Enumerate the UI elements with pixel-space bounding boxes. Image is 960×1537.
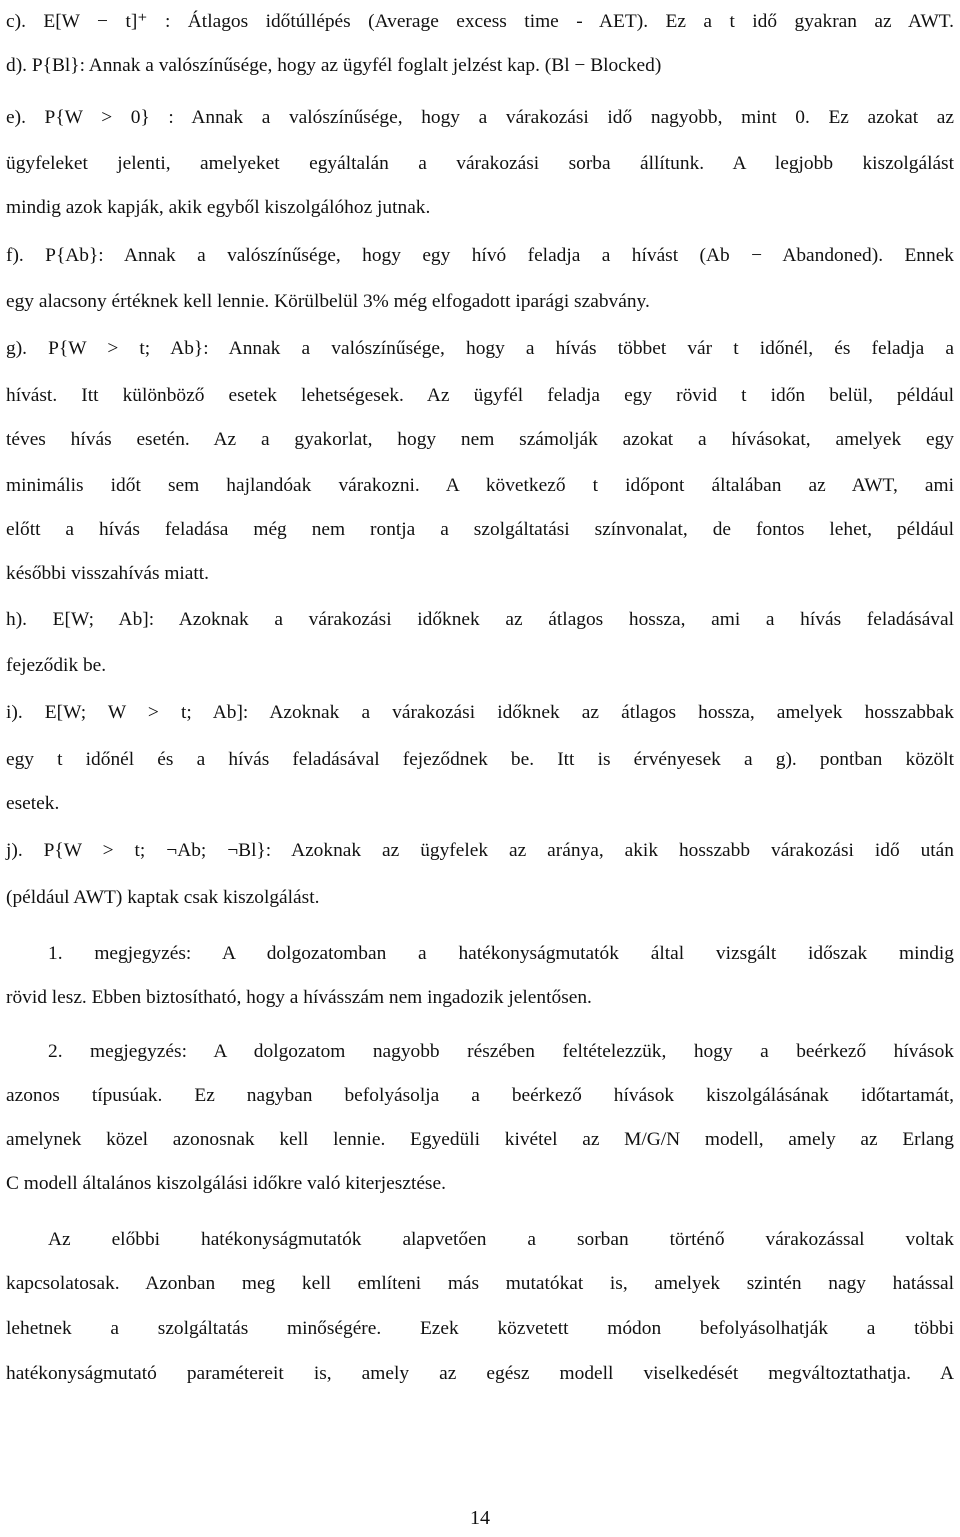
text-line: minimális időt sem hajlandóak várakozni. A következő t időpont általában az AWT, ami	[6, 475, 954, 496]
note-1-line: 1. megjegyzés: A dolgozatomban a hatékonyságmutatók által vizsgált időszak mindig	[48, 943, 954, 964]
text-line: ügyfeleket jelenti, amelyeket egyáltalán a várakozási sorba állítunk. A legjobb kiszolgálást	[6, 153, 954, 174]
text-line: e). P{W > 0} : Annak a valószínűsége, hogy a várakozási idő nagyobb, mint 0. Ez azokat az	[6, 107, 954, 128]
note-2-line: 2. megjegyzés: A dolgozatom nagyobb részében feltételezzük, hogy a beérkező hívások	[48, 1041, 954, 1062]
text-line: hatékonyságmutató paramétereit is, amely az egész modell viselkedését megváltoztathatja. A	[6, 1363, 954, 1384]
text-line: (például AWT) kaptak csak kiszolgálást.	[6, 887, 320, 908]
text-line: egy alacsony értéknek kell lennie. Körülbelül 3% még elfogadott iparági szabvány.	[6, 291, 650, 312]
paragraph-line: Az előbbi hatékonyságmutatók alapvetően a sorban történő várakozással voltak	[48, 1229, 954, 1250]
text-line: rövid lesz. Ebben biztosítható, hogy a hívásszám nem ingadozik jelentősen.	[6, 987, 592, 1008]
text-line: i). E[W; W > t; Ab]: Azoknak a várakozási időknek az átlagos hossza, amelyek hosszabbak	[6, 702, 954, 723]
text-line: f). P{Ab}: Annak a valószínűsége, hogy egy hívó feladja a hívást (Ab − Abandoned). Ennek	[6, 245, 954, 266]
text-line: előtt a hívás feladása még nem rontja a szolgáltatási színvonalat, de fontos lehet, például	[6, 519, 954, 540]
text-line: kapcsolatosak. Azonban meg kell említeni más mutatókat is, amelyek szintén nagy hatással	[6, 1273, 954, 1294]
text-line: g). P{W > t; Ab}: Annak a valószínűsége, hogy a hívás többet vár t időnél, és feladja a	[6, 338, 954, 359]
text-line: esetek.	[6, 793, 60, 814]
text-line: fejeződik be.	[6, 655, 107, 676]
text-line: h). E[W; Ab]: Azoknak a várakozási időknek az átlagos hossza, ami a hívás feladásával	[6, 609, 954, 630]
text-line: téves hívás esetén. Az a gyakorlat, hogy nem számolják azokat a hívásokat, amelyek egy	[6, 429, 954, 450]
text-line: mindig azok kapják, akik egyből kiszolgálóhoz jutnak.	[6, 197, 431, 218]
text-line: c). E[W − t]⁺ : Átlagos időtúllépés (Average excess time - AET). Ez a t idő gyakran az AWT.	[6, 11, 954, 32]
page-number: 14	[470, 1507, 490, 1529]
text-line: későbbi visszahívás miatt.	[6, 563, 210, 584]
text-line: egy t időnél és a hívás feladásával fejeződnek be. Itt is érvényesek a g). pontban közölt	[6, 749, 954, 770]
text-line: d). P{Bl}: Annak a valószínűsége, hogy az ügyfél foglalt jelzést kap. (Bl − Blocked)	[6, 55, 662, 76]
text-line: lehetnek a szolgáltatás minőségére. Ezek közvetett módon befolyásolhatják a többi	[6, 1318, 954, 1339]
text-line: C modell általános kiszolgálási időkre való kiterjesztése.	[6, 1173, 446, 1194]
text-line: azonos típusúak. Ez nagyban befolyásolja a beérkező hívások kiszolgálásának időtartamát,	[6, 1085, 954, 1106]
text-line: j). P{W > t; ¬Ab; ¬Bl}: Azoknak az ügyfelek az aránya, akik hosszabb várakozási idő után	[6, 840, 954, 861]
text-line: hívást. Itt különböző esetek lehetségesek. Az ügyfél feladja egy rövid t időn belül, például	[6, 385, 954, 406]
text-line: amelynek közel azonosnak kell lennie. Egyedüli kivétel az M/G/N modell, amely az Erlang	[6, 1129, 954, 1150]
